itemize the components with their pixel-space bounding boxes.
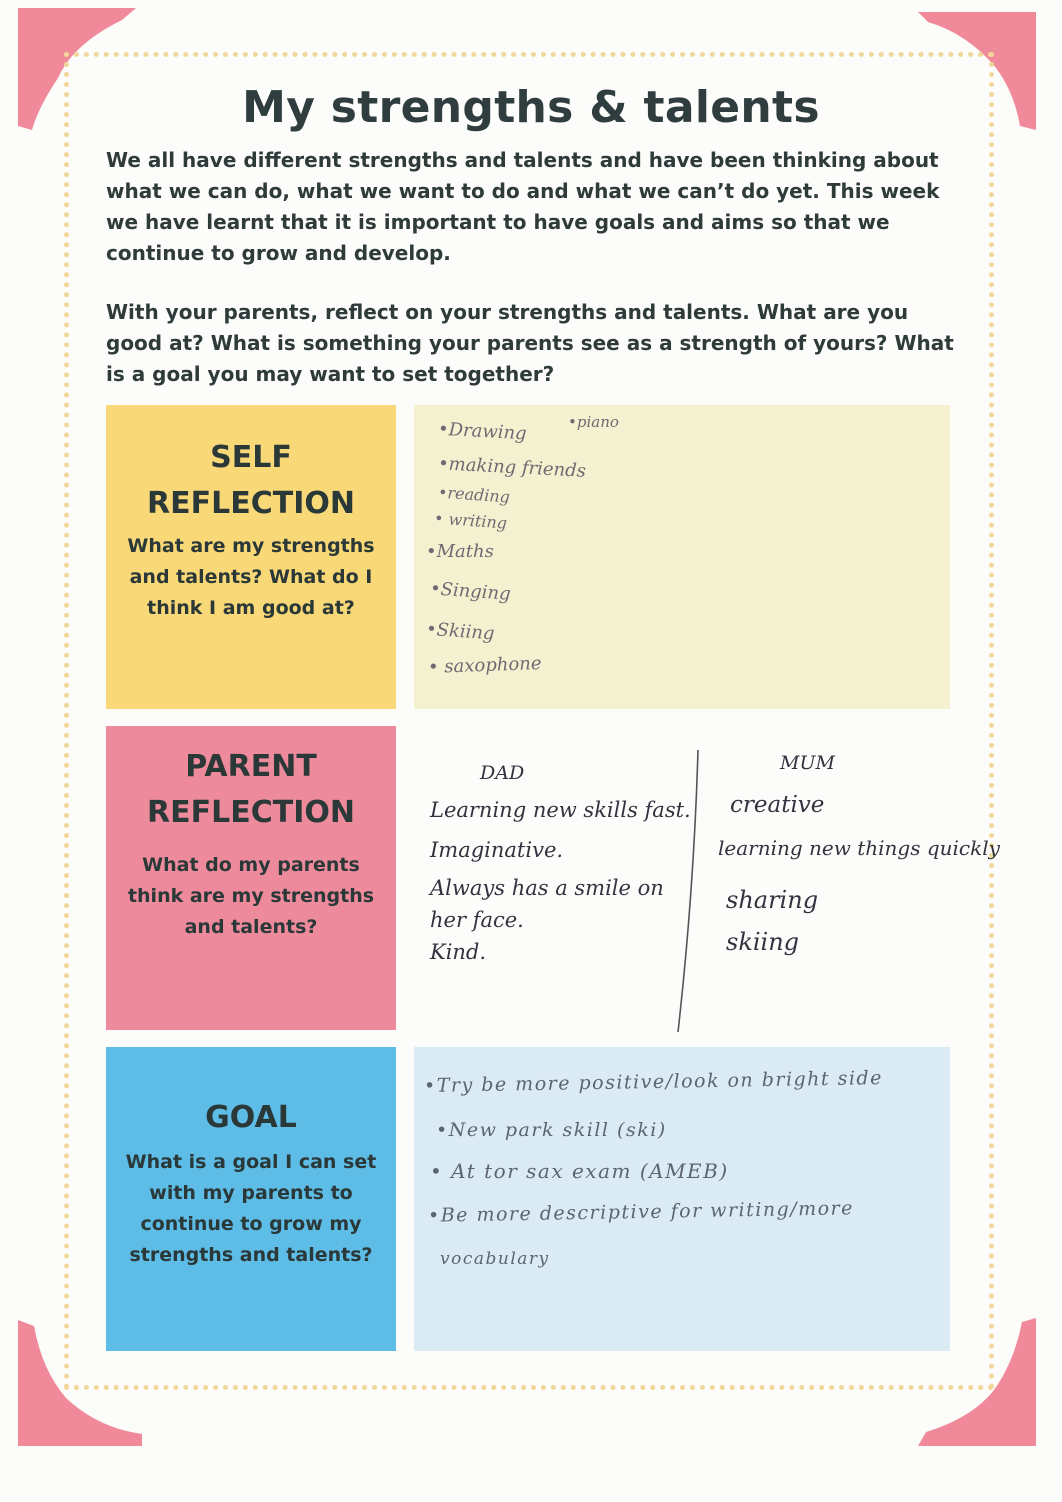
self-reflection-question: What are my strengths and talents? What do I think I am good at? bbox=[127, 535, 375, 619]
self-answer-piano: •piano bbox=[568, 413, 619, 431]
dad-answer-face: her face. bbox=[430, 908, 524, 932]
mum-label: MUM bbox=[780, 752, 835, 774]
intro-paragraph: We all have different strengths and talents and have been thinking about what we can do, what we want to do and what we can’t do yet. This week we have learnt that it is important to have goals and aims so that we continue to grow and develop. bbox=[106, 148, 940, 265]
dad-answer-learning: Learning new skills fast. bbox=[430, 798, 691, 822]
self-reflection-answer-area bbox=[414, 405, 950, 709]
self-answer-saxophone: • saxophone bbox=[427, 653, 542, 678]
mum-answer-creative: creative bbox=[730, 792, 825, 818]
parent-reflection-heading-line2: REFLECTION bbox=[147, 795, 355, 830]
dad-label: DAD bbox=[480, 762, 525, 784]
goal-answer-sax-exam: • At tor sax exam (AMEB) bbox=[430, 1159, 729, 1183]
instruction-paragraph: With your parents, reflect on your strengths and talents. What are you good at? What is something your parents see as a strength of yours? What is a goal you may want to set together? bbox=[106, 300, 954, 386]
mum-answer-learning: learning new things quickly bbox=[718, 836, 1000, 860]
dad-mum-divider-line bbox=[672, 750, 702, 1036]
goal-answer-area bbox=[414, 1047, 950, 1351]
mum-answer-skiing: skiing bbox=[726, 928, 800, 956]
goal-answer-park-skill: •New park skill (ski) bbox=[436, 1119, 667, 1141]
self-reflection-heading-line1: SELF bbox=[210, 440, 292, 475]
goal-answer-positive: •Try be more positive/look on bright side bbox=[423, 1066, 884, 1098]
goal-panel bbox=[106, 1047, 396, 1351]
dad-answer-kind: Kind. bbox=[430, 940, 487, 964]
goal-question: What is a goal I can set with my parents to continue to grow my strengths and talents? bbox=[125, 1151, 377, 1266]
self-answer-making-friends: •making friends bbox=[437, 453, 587, 482]
parent-reflection-panel bbox=[106, 726, 396, 1030]
self-answer-writing: • writing bbox=[433, 508, 508, 533]
mum-answer-sharing: sharing bbox=[726, 886, 819, 914]
parent-reflection-heading-line1: PARENT bbox=[185, 749, 317, 784]
self-reflection-panel bbox=[106, 405, 396, 709]
self-reflection-heading-line2: REFLECTION bbox=[147, 486, 355, 521]
dad-answer-smile: Always has a smile on bbox=[430, 876, 664, 900]
goal-answer-descriptive: •Be more descriptive for writing/more bbox=[427, 1197, 855, 1227]
goal-heading: GOAL bbox=[205, 1100, 297, 1135]
page-title: My strengths & talents bbox=[242, 82, 820, 133]
self-answer-skiing: •Skiing bbox=[425, 618, 496, 645]
parent-reflection-question: What do my parents think are my strengths and talents? bbox=[127, 854, 375, 938]
self-answer-drawing: •Drawing bbox=[437, 418, 528, 445]
self-answer-maths: •Maths bbox=[426, 541, 494, 562]
parent-reflection-answer-area bbox=[414, 726, 1000, 1030]
self-answer-singing: •Singing bbox=[429, 578, 512, 605]
self-answer-reading: •reading bbox=[437, 482, 511, 507]
goal-answer-vocabulary: vocabulary bbox=[440, 1249, 550, 1269]
dad-answer-imaginative: Imaginative. bbox=[430, 838, 564, 862]
